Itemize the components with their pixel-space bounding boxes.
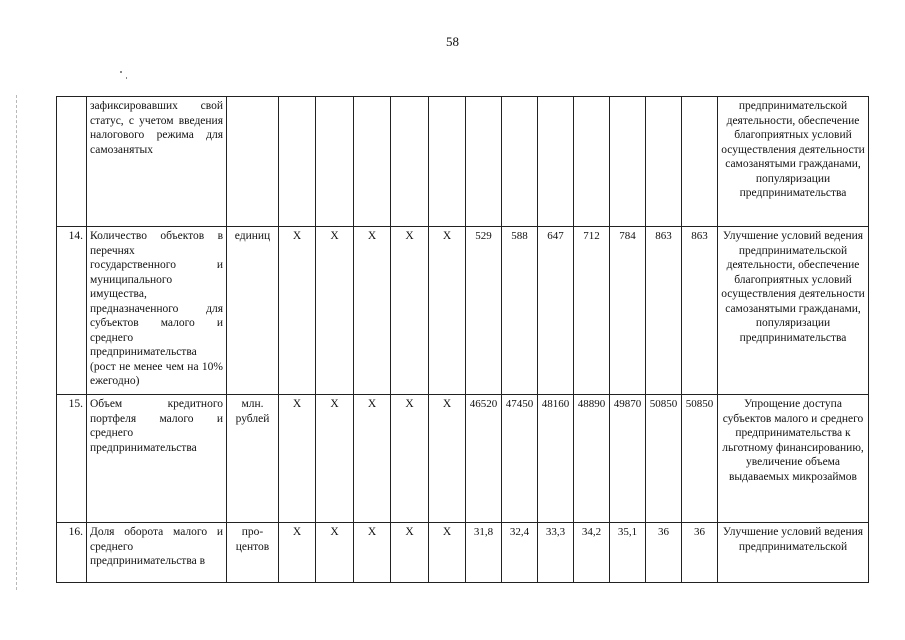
row-number-cell <box>57 97 87 227</box>
value-cell: 46520 <box>466 395 502 523</box>
x-mark-cell: Х <box>429 227 466 395</box>
value-cell: 34,2 <box>574 523 610 583</box>
row-number-cell: 14. <box>57 227 87 395</box>
value-cell: 31,8 <box>466 523 502 583</box>
table-row <box>57 523 869 583</box>
x-mark-cell: Х <box>391 227 429 395</box>
table-row <box>57 97 869 227</box>
value-cell <box>466 97 502 227</box>
x-mark-cell <box>354 97 391 227</box>
x-mark-cell: Х <box>354 395 391 523</box>
unit-cell: единиц <box>227 227 279 395</box>
expected-result-cell: Улучшение условий ведения предпринимательской деятельности, обеспечение благоприятных условий осуществления деятельности самозанятыми гражданами, популяризации предпринимательства <box>718 227 869 395</box>
expected-result-cell: Улучшение условий ведения предпринимательской <box>718 523 869 583</box>
scan-speck <box>126 77 127 79</box>
x-mark-cell: Х <box>429 395 466 523</box>
value-cell: 36 <box>682 523 718 583</box>
x-mark-cell <box>279 97 316 227</box>
value-cell: 50850 <box>646 395 682 523</box>
table-row <box>57 395 869 523</box>
value-cell <box>610 97 646 227</box>
value-cell <box>682 97 718 227</box>
indicator-name-cell: Доля оборота малого и среднего предпринимательства в <box>87 523 227 583</box>
value-cell <box>574 97 610 227</box>
value-cell: 50850 <box>682 395 718 523</box>
indicator-table <box>56 96 869 583</box>
scan-speck <box>120 71 122 73</box>
x-mark-cell: Х <box>279 227 316 395</box>
x-mark-cell: Х <box>354 523 391 583</box>
value-cell: 863 <box>682 227 718 395</box>
row-number-cell: 16. <box>57 523 87 583</box>
indicator-name-cell: зафиксировавших свой статус, с учетом введения налогового режима для самозанятых <box>87 97 227 227</box>
scan-margin-line <box>16 95 18 590</box>
x-mark-cell: Х <box>316 523 354 583</box>
value-cell: 784 <box>610 227 646 395</box>
x-mark-cell: Х <box>316 227 354 395</box>
x-mark-cell <box>316 97 354 227</box>
unit-cell <box>227 97 279 227</box>
table-row <box>57 227 869 395</box>
indicator-name-cell: Объем кредитного портфеля малого и среднего предпринимательства <box>87 395 227 523</box>
x-mark-cell: Х <box>316 395 354 523</box>
x-mark-cell <box>391 97 429 227</box>
value-cell: 647 <box>538 227 574 395</box>
x-mark-cell: Х <box>391 395 429 523</box>
value-cell: 33,3 <box>538 523 574 583</box>
expected-result-cell: Упрощение доступа субъектов малого и среднего предпринимательства к льготному финансированию, увеличение объема выдаваемых микрозаймов <box>718 395 869 523</box>
x-mark-cell: Х <box>279 395 316 523</box>
x-mark-cell: Х <box>429 523 466 583</box>
row-number-cell: 15. <box>57 395 87 523</box>
x-mark-cell <box>429 97 466 227</box>
value-cell: 48160 <box>538 395 574 523</box>
unit-cell: про- центов <box>227 523 279 583</box>
value-cell: 588 <box>502 227 538 395</box>
unit-cell: млн. рублей <box>227 395 279 523</box>
value-cell: 48890 <box>574 395 610 523</box>
indicator-name-cell: Количество объектов в перечнях государственного и муниципального имущества, предназначенного для субъектов малого и среднего предпринимательства (рост не менее чем на 10% ежегодно) <box>87 227 227 395</box>
value-cell: 863 <box>646 227 682 395</box>
value-cell: 47450 <box>502 395 538 523</box>
value-cell: 712 <box>574 227 610 395</box>
value-cell: 529 <box>466 227 502 395</box>
expected-result-cell: предпринимательской деятельности, обеспечение благоприятных условий осуществления деятельности самозанятыми гражданами, популяризации предпринимательства <box>718 97 869 227</box>
page-number: 58 <box>446 34 459 49</box>
value-cell: 36 <box>646 523 682 583</box>
value-cell <box>538 97 574 227</box>
value-cell: 35,1 <box>610 523 646 583</box>
x-mark-cell: Х <box>391 523 429 583</box>
value-cell <box>502 97 538 227</box>
value-cell: 32,4 <box>502 523 538 583</box>
x-mark-cell: Х <box>354 227 391 395</box>
x-mark-cell: Х <box>279 523 316 583</box>
value-cell <box>646 97 682 227</box>
value-cell: 49870 <box>610 395 646 523</box>
